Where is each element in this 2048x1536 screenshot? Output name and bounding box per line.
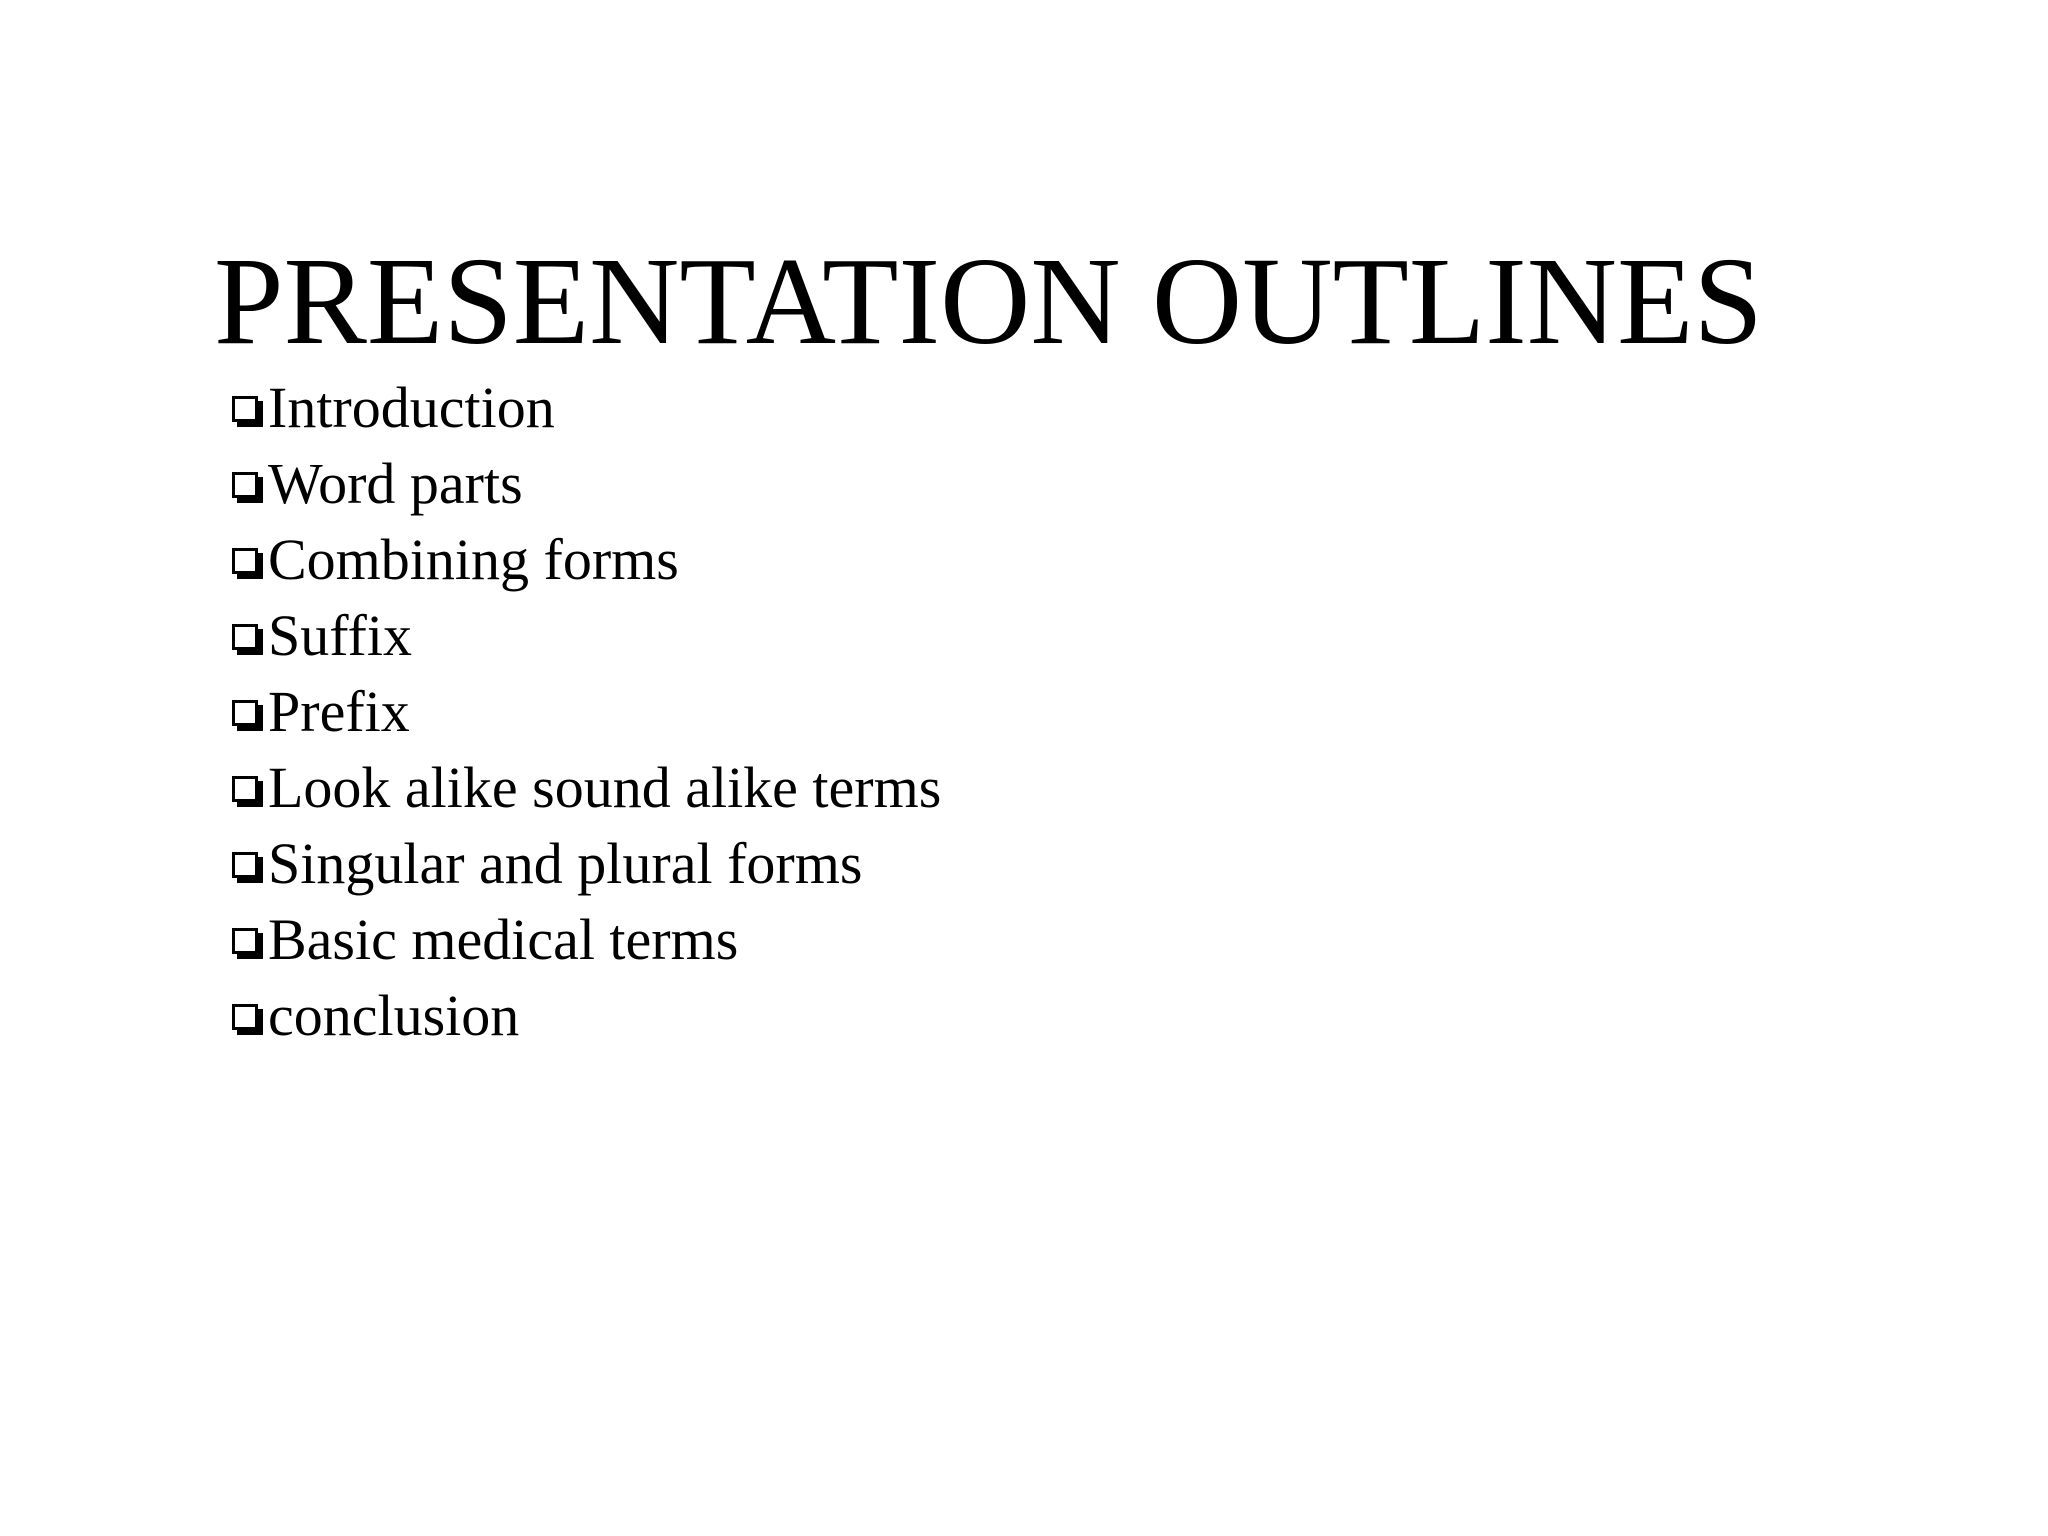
outline-item-label: Word parts	[268, 451, 523, 516]
outline-item-label: Suffix	[268, 603, 412, 668]
checkbox-icon	[232, 624, 262, 654]
outline-item-label: Look alike sound alike terms	[268, 755, 942, 820]
checkbox-icon	[232, 852, 262, 882]
checkbox-icon	[232, 548, 262, 578]
outline-list	[232, 370, 941, 1054]
outline-item-label: Prefix	[268, 679, 410, 744]
checkbox-icon	[232, 700, 262, 730]
outline-item-word-parts	[232, 446, 941, 522]
outline-item-label: Basic medical terms	[268, 907, 739, 972]
outline-item-singular-plural	[232, 826, 941, 902]
outline-item-look-alike-sound-alike	[232, 750, 941, 826]
outline-item-label: Introduction	[268, 375, 555, 440]
outline-item-suffix	[232, 598, 941, 674]
outline-item-label: Singular and plural forms	[268, 831, 863, 896]
checkbox-icon	[232, 776, 262, 806]
checkbox-icon	[232, 1004, 262, 1034]
outline-item-basic-medical-terms	[232, 902, 941, 978]
outline-item-prefix	[232, 674, 941, 750]
slide-title: PRESENTATION OUTLINES	[214, 233, 1763, 371]
outline-item-label: Combining forms	[268, 527, 679, 592]
checkbox-icon	[232, 472, 262, 502]
outline-item-conclusion	[232, 978, 941, 1054]
checkbox-icon	[232, 396, 262, 426]
outline-item-combining-forms	[232, 522, 941, 598]
checkbox-icon	[232, 928, 262, 958]
outline-item-introduction	[232, 370, 941, 446]
outline-item-label: conclusion	[268, 983, 520, 1048]
